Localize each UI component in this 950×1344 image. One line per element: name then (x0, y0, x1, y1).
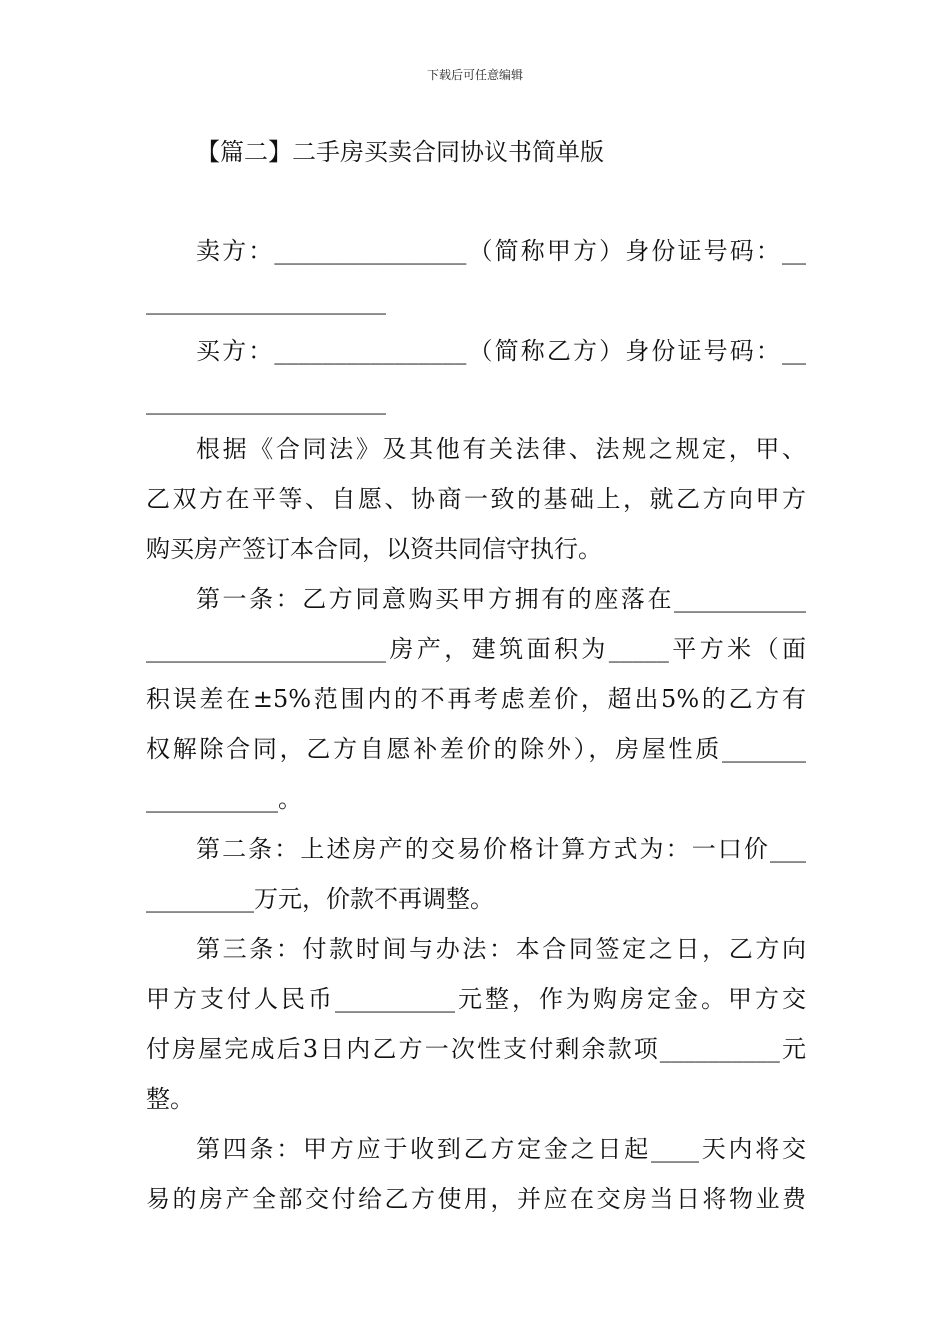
article-3-line: 甲方支付人民币__________元整，作为购房定金。甲方交 (146, 985, 806, 1013)
article-4-line: 易的房产全部交付给乙方使用，并应在交房当日将物业费 (146, 1185, 806, 1213)
article-3-line: 付房屋完成后3日内乙方一次性支付剩余款项__________元 (146, 1035, 806, 1063)
article-3-line: 第三条：付款时间与办法：本合同签定之日，乙方向 (196, 935, 806, 963)
article-1-line: 权解除合同，乙方自愿补差价的除外），房屋性质_______ (146, 735, 806, 763)
preamble-line: 购买房产签订本合同，以资共同信守执行。 (146, 535, 602, 563)
preamble-line: 乙双方在平等、自愿、协商一致的基础上，就乙方向甲方 (146, 485, 806, 513)
preamble-line: 根据《合同法》及其他有关法律、法规之规定，甲、 (196, 435, 806, 463)
document-title: 【篇二】二手房买卖合同协议书简单版 (196, 138, 604, 166)
header-note: 下载后可任意编辑 (426, 68, 523, 82)
buyer-line: 买方：________________（简称乙方）身份证号码：__ (196, 337, 806, 365)
article-1-line: 积误差在±5%范围内的不再考虑差价，超出5%的乙方有 (146, 685, 806, 713)
article-4-line: 第四条：甲方应于收到乙方定金之日起____天内将交 (196, 1135, 806, 1163)
article-2-line: _________万元，价款不再调整。 (146, 885, 494, 913)
article-2-line: 第二条：上述房产的交易价格计算方式为：一口价___ (196, 835, 806, 863)
buyer-line-cont: ____________________ (146, 387, 386, 415)
article-3-line: 整。 (146, 1085, 194, 1113)
article-1-line: ____________________房产，建筑面积为_____平方米（面 (146, 635, 806, 663)
article-1-line: ___________。 (146, 785, 302, 813)
seller-line: 卖方：________________（简称甲方）身份证号码：__ (196, 237, 806, 265)
article-1-line: 第一条：乙方同意购买甲方拥有的座落在___________ (196, 585, 806, 613)
seller-line-cont: ____________________ (146, 287, 386, 315)
